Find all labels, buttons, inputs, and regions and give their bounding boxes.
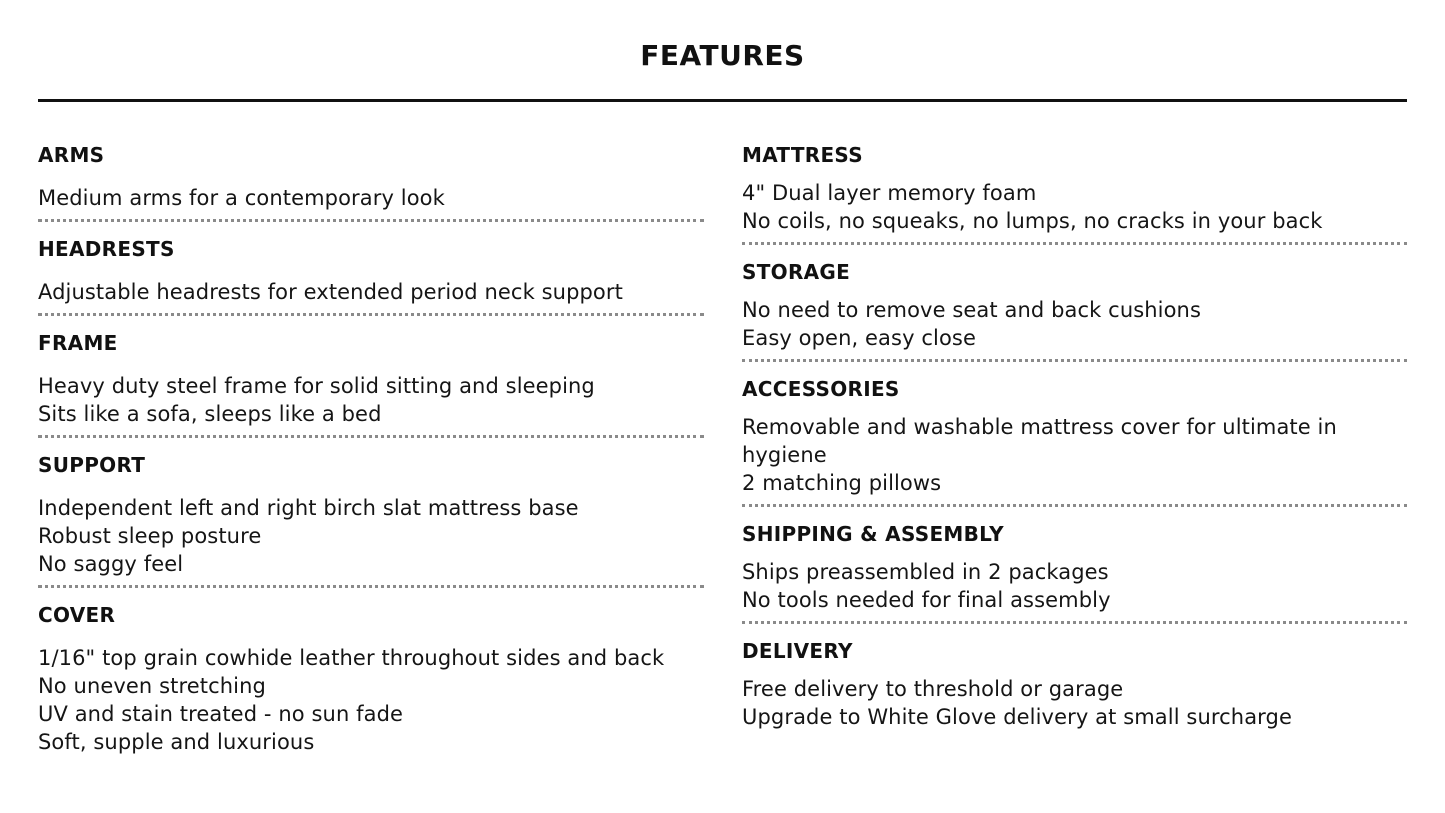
feature-line: No saggy feel [38, 552, 184, 576]
feature-line: No need to remove seat and back cushions [742, 298, 1202, 322]
left-feature-column [38, 140, 704, 763]
feature-line: 4" Dual layer memory foam [742, 181, 1037, 205]
feature-line: Adjustable headrests for extended period neck support [38, 280, 623, 304]
feature-lines [38, 494, 704, 578]
feature-line: No tools needed for final assembly [742, 588, 1111, 612]
feature-lines [38, 644, 704, 756]
section-heading: MATTRESS [742, 143, 863, 167]
feature-section-accessories [742, 374, 1407, 507]
right-feature-column [742, 140, 1407, 738]
page-title: FEATURES [640, 39, 805, 72]
feature-line: Easy open, easy close [742, 326, 976, 350]
section-heading: COVER [38, 603, 116, 627]
section-heading: STORAGE [742, 260, 851, 284]
feature-lines [742, 296, 1407, 352]
feature-line: Soft, supple and luxurious [38, 730, 315, 754]
feature-section-delivery [742, 636, 1407, 738]
feature-line: No uneven stretching [38, 674, 266, 698]
feature-line: Robust sleep posture [38, 524, 262, 548]
section-heading: DELIVERY [742, 639, 853, 663]
feature-section-shipping-and-assembly [742, 519, 1407, 624]
feature-line: Heavy duty steel frame for solid sitting and sleeping [38, 374, 595, 398]
section-heading: SHIPPING & ASSEMBLY [742, 522, 1004, 546]
feature-section-storage [742, 257, 1407, 362]
section-heading: ACCESSORIES [742, 377, 900, 401]
feature-line: Removable and washable mattress cover for ultimate in hygiene [742, 415, 1337, 467]
feature-lines [742, 558, 1407, 614]
feature-line: Free delivery to threshold or garage [742, 677, 1124, 701]
feature-line: No coils, no squeaks, no lumps, no cracks in your back [742, 209, 1323, 233]
feature-line: UV and stain treated - no sun fade [38, 702, 404, 726]
feature-line: Independent left and right birch slat mattress base [38, 496, 579, 520]
feature-lines [742, 179, 1407, 235]
feature-section-support [38, 450, 704, 588]
feature-line: Sits like a sofa, sleeps like a bed [38, 402, 382, 426]
feature-line: 2 matching pillows [742, 471, 942, 495]
feature-section-cover [38, 600, 704, 763]
section-heading: FRAME [38, 331, 118, 355]
feature-line: 1/16" top grain cowhide leather throughout sides and back [38, 646, 665, 670]
feature-lines [742, 413, 1407, 497]
feature-line: Medium arms for a contemporary look [38, 186, 445, 210]
title-divider [38, 99, 1407, 102]
section-heading: ARMS [38, 143, 105, 167]
feature-lines [38, 184, 704, 212]
section-heading: SUPPORT [38, 453, 146, 477]
feature-lines [38, 372, 704, 428]
feature-section-headrests [38, 234, 704, 316]
feature-lines [742, 675, 1407, 731]
feature-section-mattress [742, 140, 1407, 245]
feature-lines [38, 278, 704, 306]
feature-section-arms [38, 140, 704, 222]
section-heading: HEADRESTS [38, 237, 175, 261]
feature-line: Ships preassembled in 2 packages [742, 560, 1109, 584]
feature-section-frame [38, 328, 704, 438]
feature-line: Upgrade to White Glove delivery at small surcharge [742, 705, 1292, 729]
